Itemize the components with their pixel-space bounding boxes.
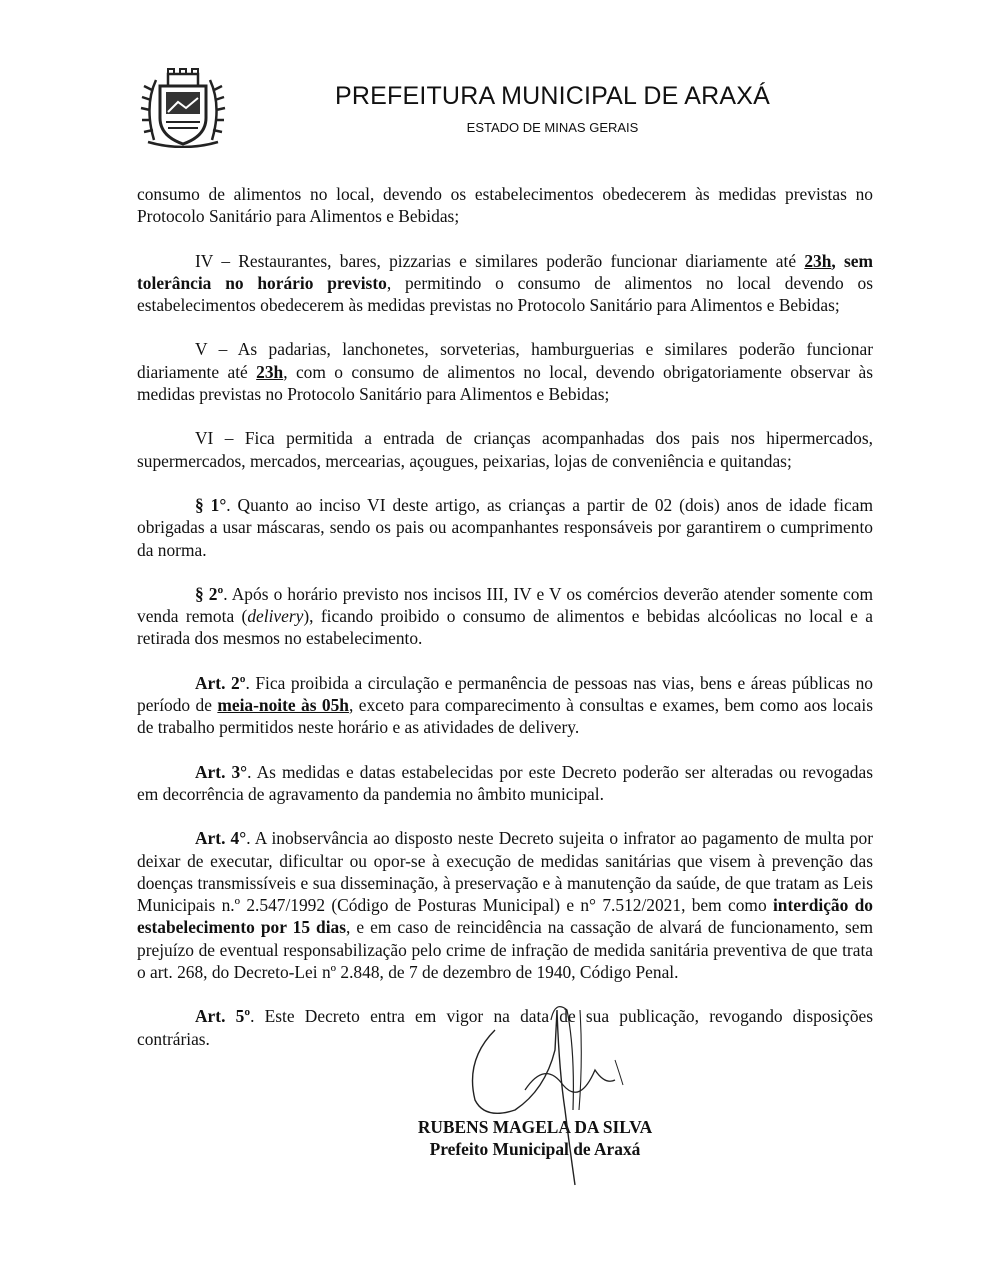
handwritten-signature-icon: [455, 990, 655, 1190]
paragraph-item-iv: IV – Restaurantes, bares, pizzarias e similares poderão funcionar diariamente até 23h, sem tolerância no horário previsto, permitindo o consumo de alimentos no local devendo os estabelecimentos obedecerem às medidas previstas no Protocolo Sanitário para Alimentos e Bebidas;: [137, 250, 873, 316]
header-title: PREFEITURA MUNICIPAL DE ARAXÁ: [334, 82, 771, 110]
paragraph-article-4: Art. 4°. A inobservância ao disposto neste Decreto sujeita o infrator ao pagamento de multa por deixar de executar, dificultar ou opor-se à execução de medidas sanitárias que visem à prevenção das doenças transmissíveis e sua disseminação, à preservação e à manutenção da saúde, de que tratam as Leis Municipais n.º 2.547/1992 (Código de Posturas Municipal) e n° 7.512/2021, bem como interdição do estabelecimento por 15 dias, e em caso de reincidência na cassação de alvará de funcionamento, sem prejuízo de eventual responsabilização pelo crime de infração de medida sanitária preventiva de que trata o art. 268, do Decreto-Lei nº 2.848, de 7 de dezembro de 1940, Código Penal.: [137, 828, 874, 983]
paragraph-article-5: Art. 5º. Este Decreto entra em vigor na data de sua publicação, revogando disposições contrárias.: [137, 1006, 873, 1049]
paragraph-continuation: consumo de alimentos no local, devendo os estabelecimentos obedecerem às medidas previstas no Protocolo Sanitário para Alimentos e Bebidas;: [137, 184, 873, 227]
header-subtitle: ESTADO DE MINAS GERAIS: [466, 120, 639, 135]
paragraph-article-2: Art. 2º. Fica proibida a circulação e permanência de pessoas nas vias, bens e áreas públicas no período de meia-noite às 05h, exceto para comparecimento à consultas e exames, bem como aos locais de trabalho permitidos neste horário e as atividades de delivery.: [137, 672, 874, 738]
paragraph-section-1: § 1°. Quanto ao inciso VI deste artigo, as crianças a partir de 02 (dois) anos de idade ficam obrigadas a usar máscaras, sendo os pais ou acompanhantes responsáveis por garantirem o cumprimento da norma.: [137, 494, 873, 560]
paragraph-section-2: § 2º. Após o horário previsto nos incisos III, IV e V os comércios deverão atender somente com venda remota (delivery), ficando proibido o consumo de alimentos e bebidas alcóolicas no local e a retirada dos mesmos no estabelecimento.: [137, 583, 873, 649]
paragraph-item-vi: VI – Fica permitida a entrada de crianças acompanhadas dos pais nos hipermercados, supermercados, mercados, mercearias, açougues, peixarias, lojas de conveniência e quitandas;: [137, 428, 873, 471]
paragraph-article-3: Art. 3°. As medidas e datas estabelecidas por este Decreto poderão ser alteradas ou revogadas em decorrência de agravamento da pandemia no âmbito municipal.: [137, 761, 873, 804]
paragraph-item-v: V – As padarias, lanchonetes, sorveterias, hamburguerias e similares poderão funcionar diariamente até 23h, com o consumo de alimentos no local, devendo obrigatoriamente observar às medidas previstas no Protocolo Sanitário para Alimentos e Bebidas;: [137, 339, 874, 405]
document-body: [137, 183, 873, 1072]
coat-of-arms-icon: [138, 66, 228, 148]
signatory-name: RUBENS MAGELA DA SILVA: [417, 1117, 653, 1137]
signatory-role: Prefeito Municipal de Araxá: [429, 1139, 641, 1159]
